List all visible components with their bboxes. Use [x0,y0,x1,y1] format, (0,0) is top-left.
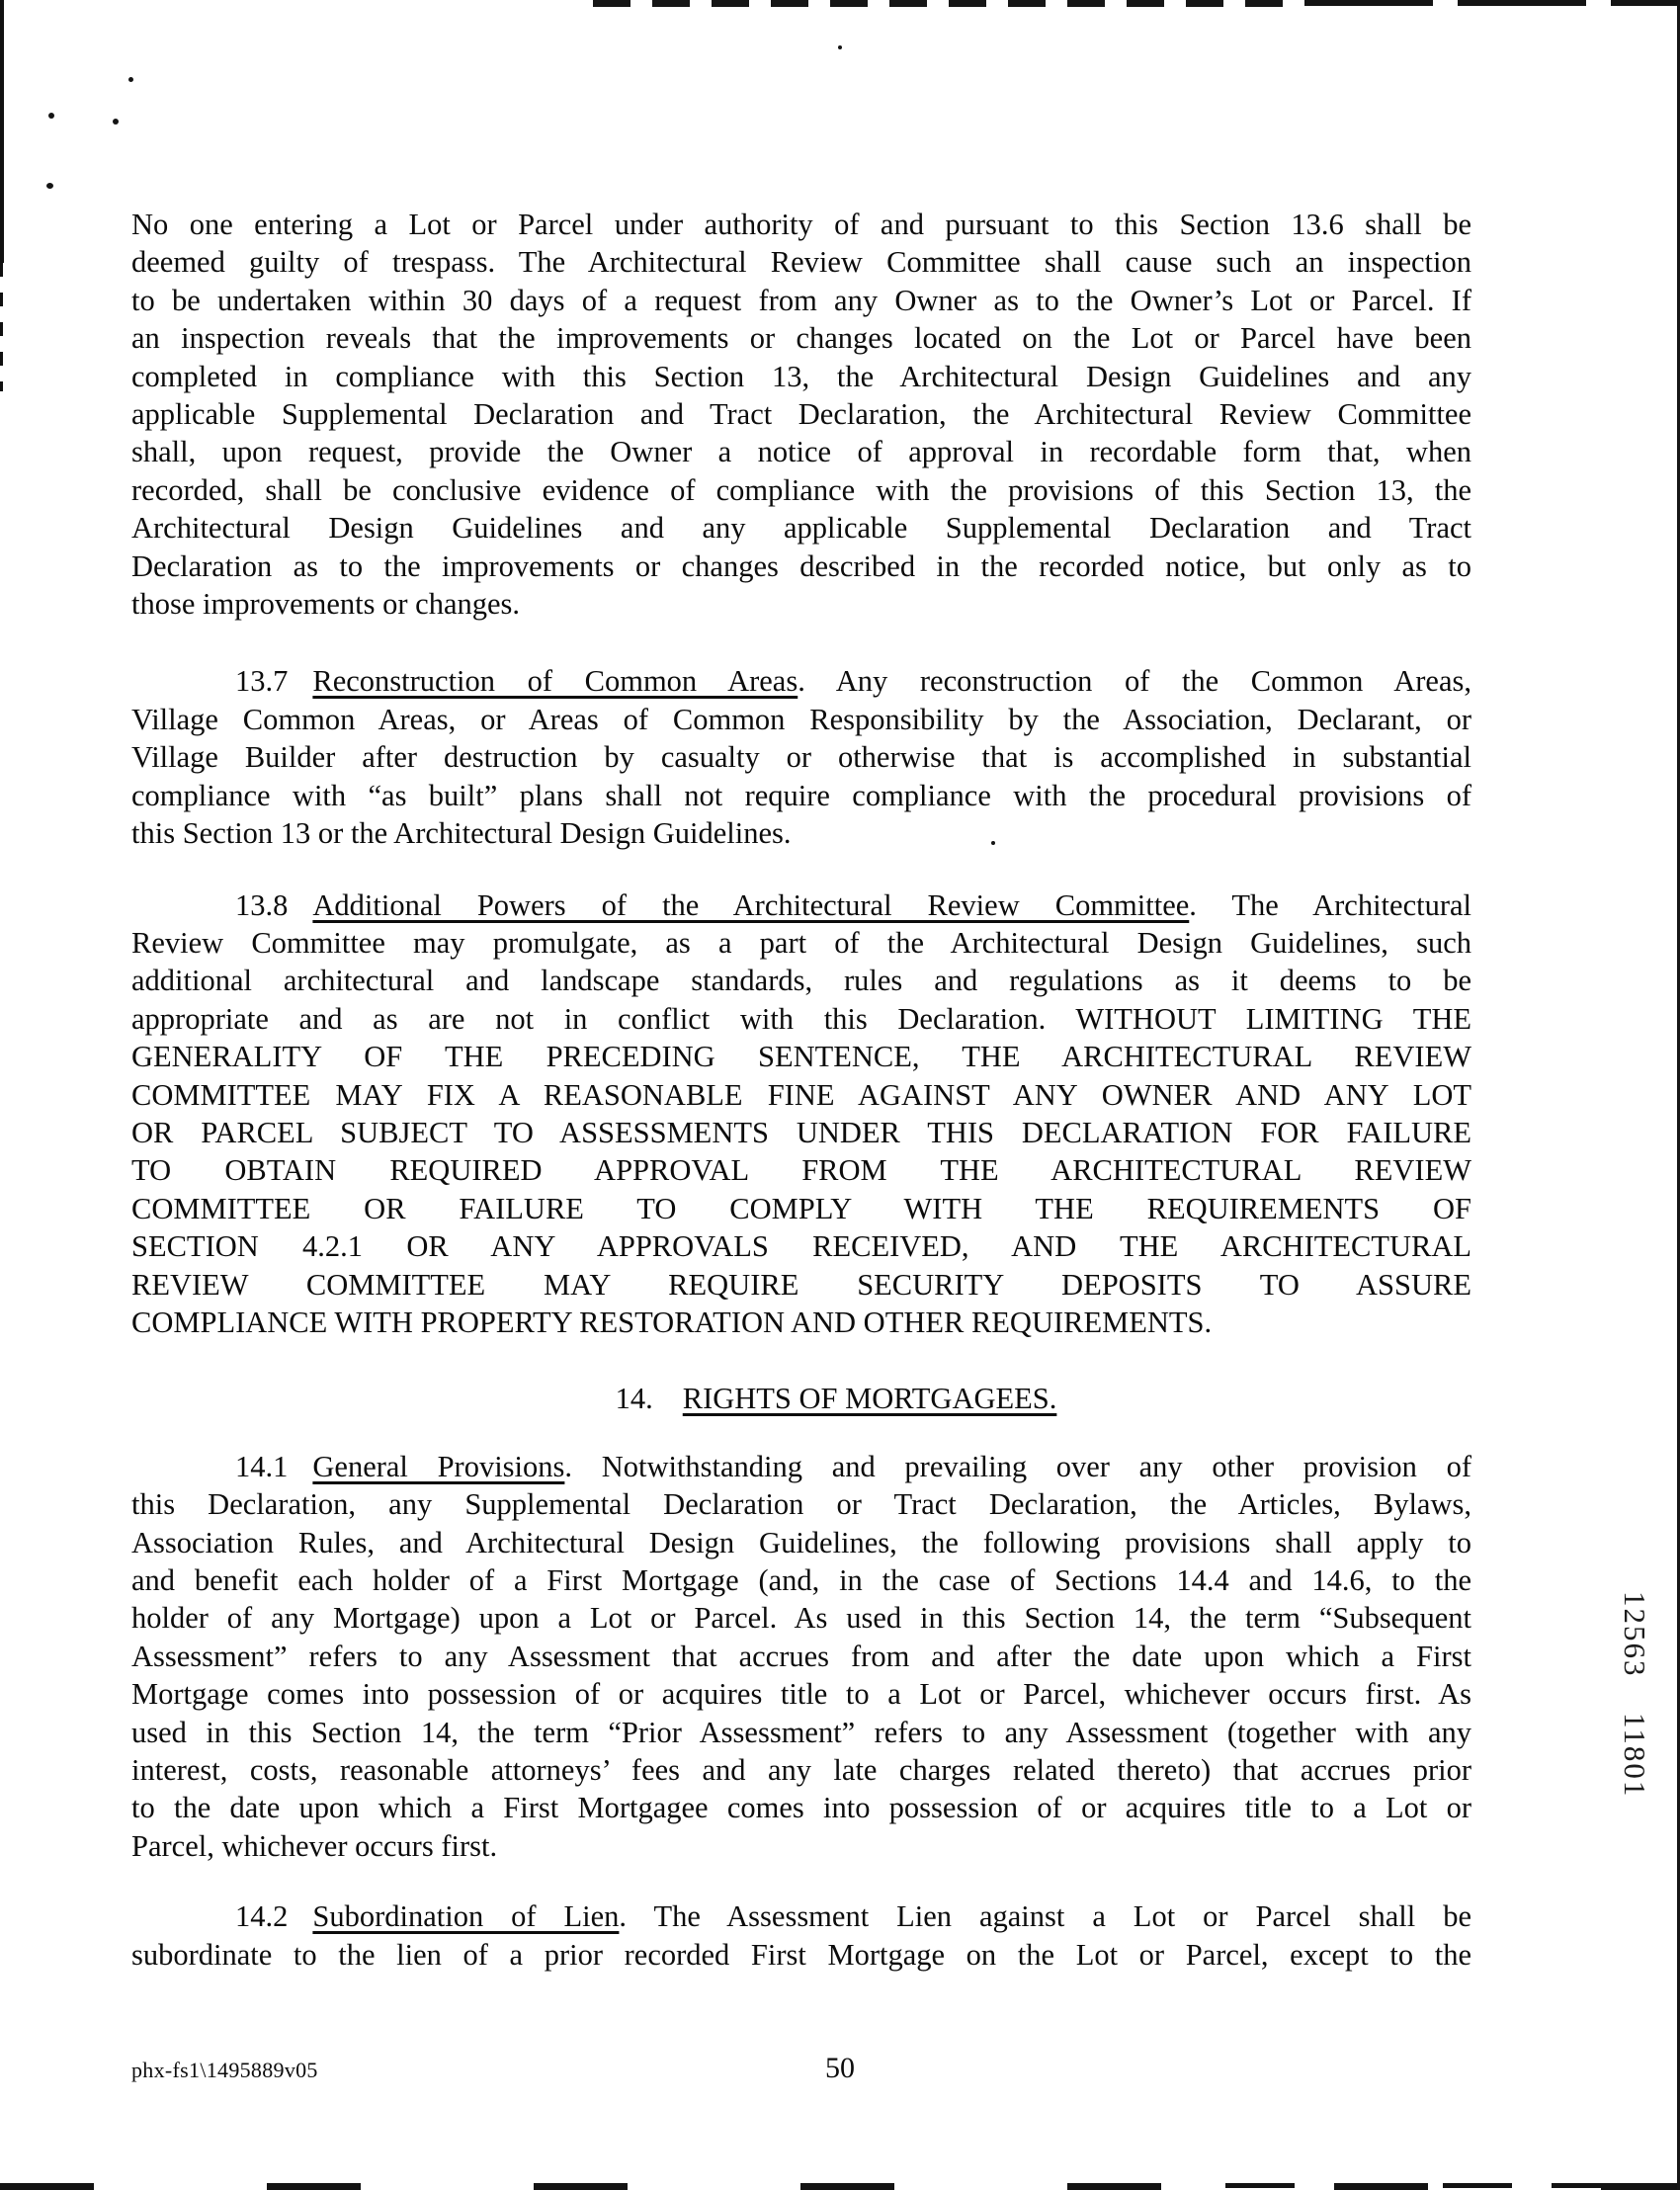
text-run: Architectural Design Guidelines and any applicable Supplemental Declaration and Tract [131,511,1471,546]
stamp-number-group-2: 11801 [1618,1713,1652,1799]
text-line [131,924,1471,962]
text-line [131,1151,1471,1189]
ink-speck-artifact [113,119,119,125]
text-run: COMMITTEE MAY FIX A REASONABLE FINE AGAINST ANY OWNER AND ANY LOT [131,1077,1471,1112]
underlined-heading-text: Subordination of Lien [312,1899,620,1934]
text-run: COMMITTEE OR FAILURE TO COMPLY WITH THE REQUIREMENTS OF [131,1191,1471,1225]
text-run: 14.2 [235,1899,289,1934]
text-run: those improvements or changes. [131,587,521,622]
text-run: COMPLIANCE WITH PROPERTY RESTORATION AND OTHER REQUIREMENTS. [131,1305,1213,1339]
text-run: applicable Supplemental Declaration and Tract Declaration, the Architectural Review Committee [131,397,1471,432]
text-run: completed in compliance with this Section 13, the Architectural Design Guidelines and any [131,359,1471,393]
text-run: SECTION 4.2.1 OR ANY APPROVALS RECEIVED, AND THE ARCHITECTURAL [131,1229,1471,1264]
text-run: deemed guilty of trespass. The Architectural Review Committee shall cause such an inspection [131,245,1471,280]
text-line [131,1789,1471,1826]
text-line [131,814,1471,852]
ink-speck-artifact [46,183,53,189]
text-run: to the date upon which a First Mortgagee comes into possession of or acquires title to a Lot or [131,1791,1471,1825]
text-line [131,1638,1471,1675]
tab-space [288,1925,312,1926]
text-run: 14.1 [235,1449,289,1483]
scan-artifact-bottom-edge-right [1225,2183,1680,2188]
text-line [131,962,1471,999]
text-line [131,662,1471,700]
text-line [131,1599,1471,1637]
text-line [131,1485,1471,1523]
text-run: used in this Section 14, the term “Prior Assessment” refers to any Assessment (together with any [131,1715,1471,1749]
text-run: Declaration as to the improvements or changes described in the recorded notice, but only as to [131,548,1471,583]
scan-artifact-left-edge-dashes [0,263,3,391]
continuation-paragraph [131,206,1471,623]
text-line [131,395,1471,433]
text-line [131,206,1471,243]
text-run: Association Rules, and Architectural Design Guidelines, the following provisions shall apply to [131,1525,1471,1559]
text-line [131,701,1471,738]
text-run: . Any reconstruction of the Common Areas, [798,664,1472,699]
text-run: Village Builder after destruction by casualty or otherwise that is accomplished in substantial [131,740,1471,775]
underlined-heading-text: RIGHTS OF MORTGAGEES. [682,1382,1057,1416]
scan-artifact-left-edge [0,0,4,263]
text-run: 14. [615,1382,653,1416]
section-14-1 [131,1448,1471,1865]
text-run: No one entering a Lot or Parcel under authority of and pursuant to this Section 13.6 shall be [131,208,1471,241]
underlined-heading-text: Reconstruction of Common Areas [312,664,798,699]
text-run: holder of any Mortgage) upon a Lot or Parcel. As used in this Section 14, the term “Subsequent [131,1601,1471,1636]
text-run: recorded, shall be conclusive evidence of compliance with the provisions of this Section 13, the [131,472,1471,507]
text-run: . The Architectural [1189,887,1471,922]
text-run: Parcel, whichever occurs first. [131,1828,498,1863]
tab-space [653,1407,683,1408]
document-body [131,206,1471,1974]
text-run: 13.8 [235,887,289,922]
scan-artifact-top-edge-right [1304,0,1680,6]
text-line [131,1897,1471,1935]
text-run: Review Committee may promulgate, as a part of the Architectural Design Guidelines, such [131,925,1471,960]
text-run: an inspection reveals that the improvements or changes located on the Lot or Parcel have been [131,321,1471,356]
underlined-heading-text: Additional Powers of the Architectural Review Committee [312,887,1190,922]
text-line [131,471,1471,509]
text-run: Village Common Areas, or Areas of Common Responsibility by the Association, Declarant, or [131,702,1471,736]
text-run: OR PARCEL SUBJECT TO ASSESSMENTS UNDER THIS DECLARATION FOR FAILURE [131,1115,1471,1149]
text-line [131,777,1471,814]
text-line [131,358,1471,395]
section-13-7 [131,662,1471,852]
text-line [131,1000,1471,1038]
scan-artifact-top-edge [593,0,1304,7]
text-line [131,1038,1471,1075]
document-reference-number: phx-fs1\1495889v05 [131,2058,318,2082]
text-line [131,1076,1471,1114]
text-line [131,1448,1471,1485]
text-run: REVIEW COMMITTEE MAY REQUIRE SECURITY DEPOSITS TO ASSURE [131,1267,1471,1302]
text-run: compliance with “as built” plans shall not require compliance with the procedural provisions of [131,778,1471,812]
section-14-2 [131,1897,1471,1974]
text-line [131,548,1471,585]
text-run: and benefit each holder of a First Mortgage (and, in the case of Sections 14.4 and 14.6, to the [131,1563,1471,1597]
underlined-heading-text: General Provisions [312,1449,565,1483]
text-line [131,509,1471,547]
text-line [131,1714,1471,1751]
text-line [131,1190,1471,1227]
tab-space [288,1475,312,1476]
page-number: 50 [825,2052,855,2084]
stamp-number-group-1: 12563 [1618,1591,1652,1678]
ink-speck-artifact [838,45,842,49]
text-line [131,585,1471,623]
text-line [131,243,1471,281]
text-line [131,1827,1471,1865]
text-line [131,1114,1471,1151]
heading-14 [131,1380,1471,1417]
text-run: additional architectural and landscape standards, rules and regulations as it deems to be [131,964,1471,998]
text-run: Mortgage comes into possession of or acquires title to a Lot or Parcel, whichever occurs first. As [131,1677,1471,1712]
text-run: interest, costs, reasonable attorneys’ fees and any late charges related thereto) that accrues prior [131,1753,1471,1788]
text-line [131,886,1471,924]
text-run: appropriate and as are not in conflict with this Declaration. WITHOUT LIMITING THE [131,1001,1471,1036]
text-line [131,1936,1471,1974]
text-run: subordinate to the lien of a prior recorded First Mortgage on the Lot or Parcel, except to the [131,1937,1471,1972]
text-run: Assessment” refers to any Assessment that accrues from and after the date upon which a First [131,1639,1471,1673]
text-line [131,319,1471,357]
text-line [131,1266,1471,1304]
text-line [131,1561,1471,1599]
text-line [131,1524,1471,1561]
text-line [131,433,1471,470]
text-run: this Section 13 or the Architectural Design Guidelines. [131,816,792,851]
section-13-8 [131,886,1471,1342]
text-run: TO OBTAIN REQUIRED APPROVAL FROM THE ARCHITECTURAL REVIEW [131,1153,1471,1188]
text-run: this Declaration, any Supplemental Declaration or Tract Declaration, the Articles, Bylaws, [131,1487,1471,1522]
text-run: . Notwithstanding and prevailing over any other provision of [564,1449,1471,1483]
text-line [131,1304,1471,1341]
ink-speck-artifact [48,113,54,119]
text-run: . The Assessment Lien against a Lot or Parcel shall be [619,1899,1471,1934]
text-line [131,1675,1471,1713]
text-run: to be undertaken within 30 days of a request from any Owner as to the Owner’s Lot or Parcel. If [131,283,1471,317]
text-line [131,1751,1471,1789]
ink-speck-artifact [128,77,133,82]
text-run: 13.7 [235,664,289,699]
text-run: GENERALITY OF THE PRECEDING SENTENCE, THE ARCHITECTURAL REVIEW [131,1040,1471,1074]
text-line [131,282,1471,319]
text-line [131,1227,1471,1265]
recorder-stamp-number [1617,1591,1652,1799]
tab-space [288,914,312,915]
tab-space [288,690,312,691]
text-line [201,1380,1471,1417]
text-line [131,738,1471,776]
text-run: shall, upon request, provide the Owner a notice of approval in recordable form that, when [131,435,1471,469]
